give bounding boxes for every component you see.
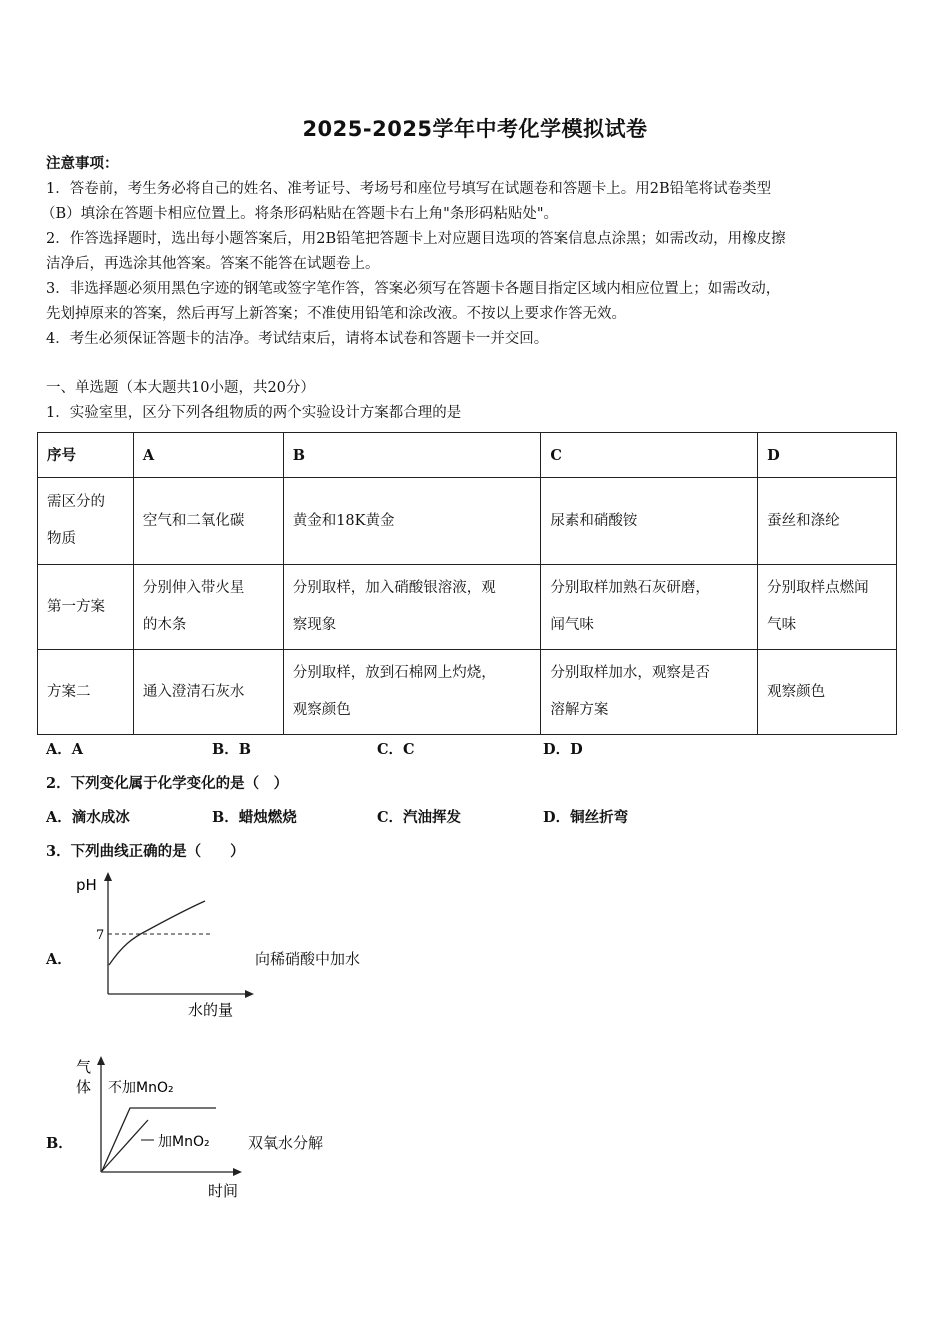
table-cell: 蚕丝和涤纶 [758,478,897,565]
table-cell: 通入澄清石灰水 [133,650,283,735]
table-cell [283,650,541,735]
y-axis-arrow-icon [104,872,112,881]
q1-option-b[interactable]: B．B [212,741,252,758]
cell-text: 气味 [767,617,797,633]
y-axis-label: pH [76,876,97,894]
ph-7-label: 7 [96,928,105,943]
table-header-cell: B [283,433,541,478]
notice-line: （B）填涂在答题卡相应位置上。将条形码粘贴在答题卡右上角"条形码粘贴处"。 [41,206,558,222]
question-1-table [37,432,897,735]
notice-line: 洁净后，再选涂其他答案。答案不能答在试题卷上。 [46,256,380,272]
table-cell [541,565,758,650]
notice-line: 2．作答选择题时，选出每小题答案后，用2B铅笔把答题卡上对应题目选项的答案信息点涂黑；如需改动，用橡皮擦 [46,231,786,247]
question-1-stem: 1．实验室里，区分下列各组物质的两个实验设计方案都合理的是 [46,405,462,421]
q1-option-a[interactable]: A．A [46,741,84,758]
notice-line: 4．考生必须保证答题卡的洁净。考试结束后，请将本试卷和答题卡一并交回。 [46,331,549,347]
table-header-cell: A [133,433,283,478]
q3-option-b-desc: 双氧水分解 [248,1134,324,1152]
cell-text: 察现象 [292,617,337,633]
table-cell [283,565,541,650]
question-3-stem: 3．下列曲线正确的是（ ） [46,843,245,860]
question-2-stem: 2．下列变化属于化学变化的是（ ） [46,775,289,792]
table-cell [133,565,283,650]
cell-text: 分别取样加水，观察是否 [550,665,710,681]
curve2-label: 加MnO₂ [158,1134,210,1150]
table-row [38,478,897,565]
gas-graph [68,1052,248,1202]
row-label-cell: 方案二 [38,650,134,735]
curve1-label: 不加MnO₂ [108,1080,174,1096]
cell-text: 分别取样点燃闻 [767,580,869,596]
cell-text: 分别伸入带火星 [142,580,245,596]
q3-option-b-letter[interactable]: B． [46,1135,73,1152]
x-axis-arrow-icon [233,1168,242,1176]
section-heading: 一、单选题（本大题共10小题，共20分） [46,380,315,396]
notice-line: 1．答卷前，考生务必将自己的姓名、准考证号、考场号和座位号填写在试题卷和答题卡上。用2B铅笔将试卷类型 [46,181,772,197]
table-cell: 空气和二氧化碳 [133,478,283,565]
table-cell: 黄金和18K黄金 [283,478,541,565]
q2-option-d[interactable]: D．铜丝折弯 [543,809,629,826]
cell-text: 物质 [47,531,76,547]
cell-text: 观察颜色 [292,702,351,718]
ph-curve [109,901,205,965]
cell-text: 的木条 [142,617,187,633]
table-header-cell: D [758,433,897,478]
table-header-cell: C [541,433,758,478]
y-axis-label: 气 [76,1058,92,1076]
table-cell: 尿素和硝酸铵 [541,478,758,565]
ph-graph [70,868,260,1023]
x-axis-label: 时间 [208,1182,239,1200]
table-header-row [38,433,897,478]
row-label-cell: 第一方案 [38,565,134,650]
notice-heading: 注意事项： [46,155,119,172]
cell-text: 需区分的 [47,494,105,510]
notice-line: 先划掉原来的答案，然后再写上新答案；不准使用铅笔和涂改液。不按以上要求作答无效。 [46,306,626,322]
q3-option-a-letter[interactable]: A． [46,951,72,968]
cell-text: 分别取样，加入硝酸银溶液，观 [292,580,496,596]
row-label-cell [38,478,134,565]
x-axis-label: 水的量 [188,1001,234,1019]
catalyst-curve [102,1120,148,1171]
cell-text: 分别取样，放到石棉网上灼烧， [292,665,496,681]
q1-option-d[interactable]: D．D [543,741,583,758]
y-axis-arrow-icon [97,1056,105,1065]
exam-title: 2025-2025学年中考化学模拟试卷 [302,117,648,141]
table-header-cell: 序号 [38,433,134,478]
table-cell: 观察颜色 [758,650,897,735]
cell-text: 溶解方案 [550,702,609,718]
y-axis-label: 体 [76,1078,92,1096]
notice-line: 3．非选择题必须用黑色字迹的钢笔或签字笔作答，答案必须写在答题卡各题目指定区域内相应位置上；如需改动， [46,281,781,297]
q2-option-a[interactable]: A．滴水成冰 [46,809,130,826]
table-cell [541,650,758,735]
x-axis-arrow-icon [245,990,254,998]
table-row [38,565,897,650]
q2-option-c[interactable]: C．汽油挥发 [377,809,462,826]
q3-option-a-desc: 向稀硝酸中加水 [255,950,361,968]
table-row [38,650,897,735]
q2-option-b[interactable]: B．蜡烛燃烧 [212,809,297,826]
table-cell [758,565,897,650]
q1-option-c[interactable]: C．C [377,741,415,758]
cell-text: 分别取样加熟石灰研磨， [550,580,710,596]
cell-text: 闻气味 [550,617,594,633]
